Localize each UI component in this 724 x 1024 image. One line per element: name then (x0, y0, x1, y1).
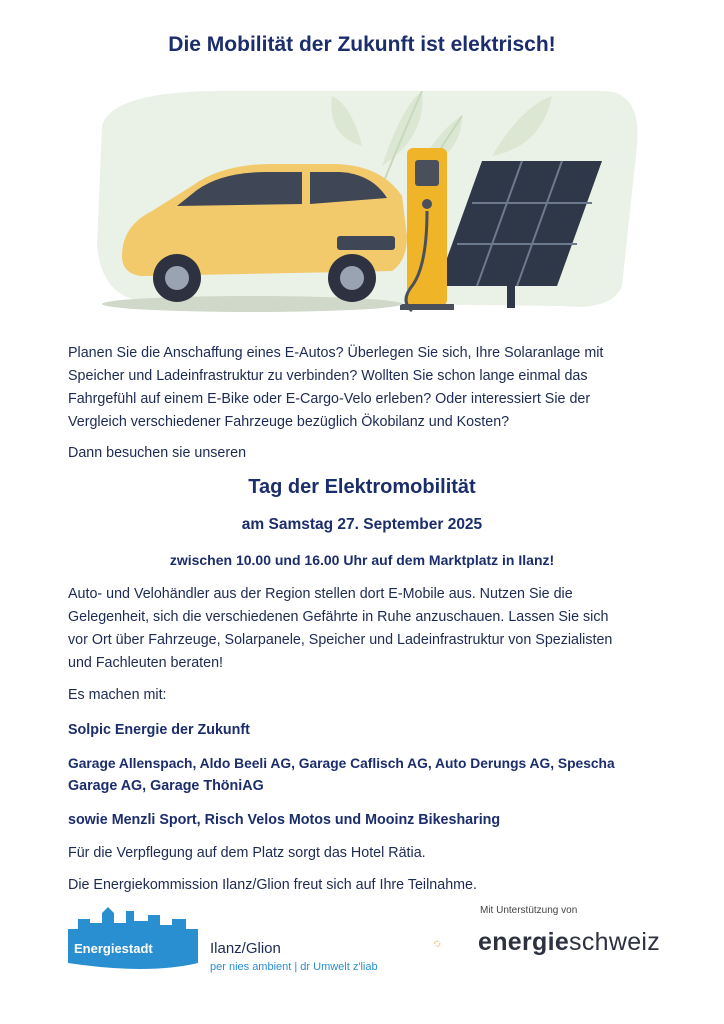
brand-light: schweiz (569, 928, 661, 956)
event-time-place: zwischen 10.00 und 16.00 Uhr auf dem Marktplatz in Ilanz! (169, 552, 555, 568)
sun-rays-icon (432, 903, 482, 983)
city-slogan: per nies ambient | dr Umwelt z'liab (210, 961, 378, 973)
description-line-3: vor Ort über Fahrzeuge, Solarpanele, Speicher und Ladeinfrastruktur von Spezialisten (68, 632, 613, 648)
city-name: Ilanz/Glion (210, 940, 281, 957)
intro-line-2: Speicher und Ladeinfrastruktur zu verbinden? Wollten Sie schon lange einmal das (68, 368, 588, 384)
energieschweiz-wordmark (478, 928, 660, 957)
description-line-1: Auto- und Velohändler aus der Region stellen dort E-Mobile aus. Nutzen Sie die (68, 586, 573, 602)
description-line-4: und Fachleuten beraten! (68, 655, 223, 671)
intro-line-1: Planen Sie die Anschaffung eines E-Autos? Überlegen Sie sich, Ihre Solaranlage mit (68, 345, 604, 361)
participants-intro: Es machen mit: (68, 687, 167, 703)
city-badge-label: Energiestadt (74, 941, 153, 956)
event-date: am Samstag 27. September 2025 (241, 516, 483, 533)
intro-line-3: Fahrgefühl auf einem E-Bike oder E-Cargo-Velo erleben? Oder interessiert Sie der (68, 391, 591, 407)
ev-charging-illustration (82, 86, 642, 326)
event-name: Tag der Elektromobilität (248, 476, 476, 498)
catering-line: Für die Verpflegung auf dem Platz sorgt das Hotel Rätia. (68, 845, 426, 861)
participant-others: sowie Menzli Sport, Risch Velos Motos und Mooinz Bikesharing (68, 812, 501, 828)
page-title: Die Mobilität der Zukunft ist elektrisch! (168, 33, 556, 56)
participant-solpic: Solpic Energie der Zukunft (68, 722, 250, 738)
participant-garages-line-1: Garage Allenspach, Aldo Beeli AG, Garage Caflisch AG, Auto Derungs AG, Spescha (68, 756, 615, 771)
intro-line-4: Vergleich verschiedener Fahrzeuge bezüglich Ökobilanz und Kosten? (68, 414, 510, 430)
participant-garages-line-2: Garage AG, Garage ThöniAG (68, 778, 264, 794)
brand-bold: energie (478, 928, 570, 956)
support-label: Mit Unterstützung von (480, 905, 578, 916)
closing-line: Die Energiekommission Ilanz/Glion freut sich auf Ihre Teilnahme. (68, 877, 477, 893)
visit-line: Dann besuchen sie unseren (68, 445, 247, 461)
charging-station-icon (400, 148, 454, 311)
description-line-2: Gelegenheit, sich die verschiedenen Gefährte in Ruhe anzuschauen. Lassen Sie sich (68, 609, 609, 625)
